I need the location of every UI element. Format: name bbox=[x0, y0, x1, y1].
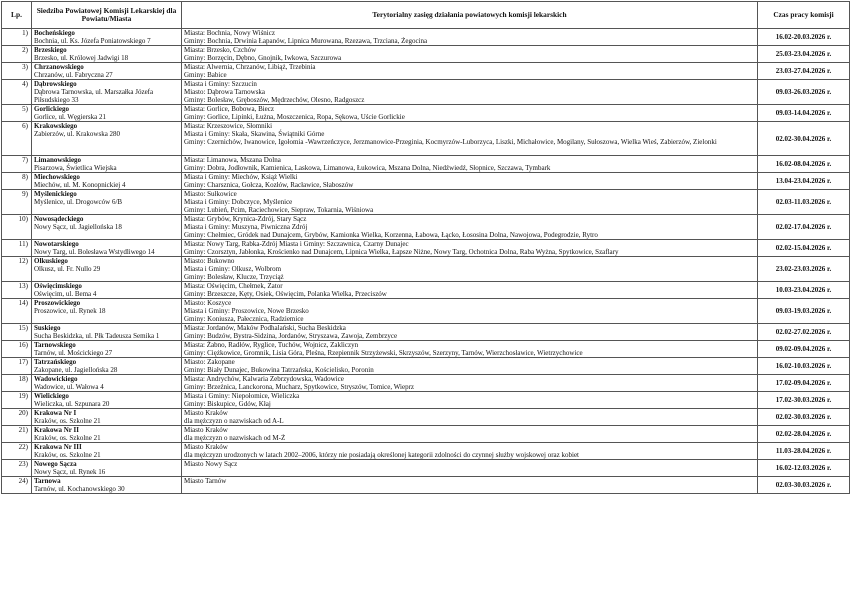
table-row bbox=[2, 282, 850, 299]
row-number: 20) bbox=[2, 409, 32, 426]
table-row bbox=[2, 190, 850, 215]
range-line: Gminy: Charsznica, Gołcza, Kozłów, Racławice, Słaboszów bbox=[184, 181, 354, 189]
commission-name: Limanowskiego bbox=[34, 156, 82, 164]
range-cell bbox=[182, 80, 758, 105]
seat-cell bbox=[32, 341, 182, 358]
work-period: 17.02-30.03.2026 r. bbox=[758, 392, 850, 409]
range-line: Miasta: Limanowa, Mszana Dolna bbox=[184, 156, 281, 164]
commission-name: Nowosądeckiego bbox=[34, 215, 84, 223]
row-number: 16) bbox=[2, 341, 32, 358]
seat-cell bbox=[32, 426, 182, 443]
seat-cell bbox=[32, 215, 182, 240]
work-period: 02.03-30.03.2026 r. bbox=[758, 477, 850, 494]
row-number: 18) bbox=[2, 375, 32, 392]
table-row bbox=[2, 341, 850, 358]
table-row bbox=[2, 173, 850, 190]
table-row bbox=[2, 460, 850, 477]
row-number: 7) bbox=[2, 156, 32, 173]
range-line: Miasto Nowy Sącz bbox=[184, 460, 238, 468]
range-line: Miasta: Gorlice, Bobowa, Biecz bbox=[184, 105, 275, 113]
commission-name: Gorlickiego bbox=[34, 105, 69, 113]
row-number: 4) bbox=[2, 80, 32, 105]
range-cell bbox=[182, 409, 758, 426]
range-line: Miasta: Brzesko, Czchów bbox=[184, 46, 257, 54]
range-line: Miasta i Gminy: Skała, Skawina, Świątniki Górne bbox=[184, 130, 325, 138]
range-line: Gminy: Budzów, Bystra-Sidzina, Jordanów, Stryszawa, Zawoja, Zembrzyce bbox=[184, 332, 398, 340]
range-line: Gminy: Biskupice, Gdów, Kłaj bbox=[184, 400, 271, 408]
range-line: Gminy: Borzęcin, Dębno, Gnojnik, Iwkowa, Szczurowa bbox=[184, 54, 342, 62]
range-cell bbox=[182, 156, 758, 173]
range-line: Miasto: Zakopane bbox=[184, 358, 235, 366]
commission-address: Dąbrowa Tarnowska, ul. Marszałka Józefa Piłsudskiego 33 bbox=[34, 88, 154, 104]
range-line: Miasto Tarnów bbox=[184, 477, 227, 485]
commission-name: Krakowa Nr II bbox=[34, 426, 79, 434]
range-line: Gminy: Babice bbox=[184, 71, 227, 79]
table-row bbox=[2, 29, 850, 46]
commission-address: Miechów, ul. M. Konopnickiej 4 bbox=[34, 181, 126, 189]
range-line: Miasta: Grybów, Krynica-Zdrój, Stary Sącz bbox=[184, 215, 307, 223]
row-number: 3) bbox=[2, 63, 32, 80]
row-number: 5) bbox=[2, 105, 32, 122]
seat-cell bbox=[32, 299, 182, 324]
commission-address: Bochnia, ul. Ks. Józefa Poniatowskiego 7 bbox=[34, 37, 151, 45]
range-line: Miasto Kraków bbox=[184, 443, 228, 451]
range-cell bbox=[182, 46, 758, 63]
range-line: Miasta i Gminy: Dobczyce, Myślenice bbox=[184, 198, 293, 206]
range-cell bbox=[182, 240, 758, 257]
seat-cell bbox=[32, 190, 182, 215]
seat-cell bbox=[32, 29, 182, 46]
commission-name: Chrzanowskiego bbox=[34, 63, 84, 71]
work-period: 09.03-14.04.2026 r. bbox=[758, 105, 850, 122]
range-cell bbox=[182, 358, 758, 375]
seat-cell bbox=[32, 122, 182, 156]
table-row bbox=[2, 477, 850, 494]
commission-address: Tarnów, ul. Kochanowskiego 30 bbox=[34, 485, 125, 493]
range-cell bbox=[182, 324, 758, 341]
row-number: 10) bbox=[2, 215, 32, 240]
work-period: 10.03-23.04.2026 r. bbox=[758, 282, 850, 299]
commission-name: Tarnowa bbox=[34, 477, 61, 485]
seat-cell bbox=[32, 460, 182, 477]
range-line: Miasta i Gminy: Proszowice, Nowe Brzesko bbox=[184, 307, 309, 315]
commission-name: Dąbrowskiego bbox=[34, 80, 77, 88]
range-line: Gminy: Bolesław, Gręboszów, Mędrzechów, Olesno, Radgoszcz bbox=[184, 96, 365, 104]
row-number: 14) bbox=[2, 299, 32, 324]
commission-name: Suskiego bbox=[34, 324, 61, 332]
seat-cell bbox=[32, 46, 182, 63]
work-period: 02.02-17.04.2026 r. bbox=[758, 215, 850, 240]
range-line: Miasta: Oświęcim, Chełmek, Zator bbox=[184, 282, 283, 290]
table-row bbox=[2, 358, 850, 375]
seat-cell bbox=[32, 358, 182, 375]
range-line: Gminy: Biały Dunajec, Bukowina Tatrzańska, Kościelisko, Poronin bbox=[184, 366, 374, 374]
commission-name: Krakowskiego bbox=[34, 122, 78, 130]
seat-cell bbox=[32, 443, 182, 460]
commission-address: Zakopane, ul. Jagiellońska 28 bbox=[34, 366, 118, 374]
range-cell bbox=[182, 173, 758, 190]
range-cell bbox=[182, 105, 758, 122]
commission-address: Nowy Sącz, ul. Rynek 16 bbox=[34, 468, 106, 476]
range-line: Gminy: Lubień, Pcim, Raciechowice, Siepraw, Tokarnia, Wiśniowa bbox=[184, 206, 374, 214]
commission-name: Nowego Sącza bbox=[34, 460, 77, 468]
row-number: 22) bbox=[2, 443, 32, 460]
commission-address: Kraków, os. Szkolne 21 bbox=[34, 451, 101, 459]
row-number: 2) bbox=[2, 46, 32, 63]
commission-address: Sucha Beskidzka, ul. Płk Tadeusza Semika 1 bbox=[34, 332, 160, 340]
row-number: 1) bbox=[2, 29, 32, 46]
range-line: Miasto Kraków bbox=[184, 409, 228, 417]
table-row bbox=[2, 215, 850, 240]
table-row bbox=[2, 156, 850, 173]
table-row bbox=[2, 240, 850, 257]
table-row bbox=[2, 375, 850, 392]
range-line: Miasto Kraków bbox=[184, 426, 228, 434]
work-period: 16.02-12.03.2026 r. bbox=[758, 460, 850, 477]
header-lp: Lp. bbox=[2, 2, 32, 29]
commission-name: Proszowickiego bbox=[34, 299, 81, 307]
commission-address: Brzesko, ul. Królowej Jadwigi 18 bbox=[34, 54, 129, 62]
row-number: 11) bbox=[2, 240, 32, 257]
range-cell bbox=[182, 122, 758, 156]
work-period: 23.03-27.04.2026 r. bbox=[758, 63, 850, 80]
commission-name: Wielickiego bbox=[34, 392, 69, 400]
range-line: Miasta: Andrychów, Kalwaria Zebrzydowska, Wadowice bbox=[184, 375, 344, 383]
range-cell bbox=[182, 282, 758, 299]
range-line: Miasta i Gminy: Szczucin bbox=[184, 80, 257, 88]
range-line: Gminy: Koniusza, Pałecznica, Radziemice bbox=[184, 315, 304, 323]
commission-name: Brzeskiego bbox=[34, 46, 67, 54]
range-line: Miasto: Sułkowice bbox=[184, 190, 237, 198]
range-line: Gminy: Bolesław, Klucze, Trzyciąż bbox=[184, 273, 284, 281]
row-number: 17) bbox=[2, 358, 32, 375]
range-line: Gminy: Bochnia, Drwinia Łapanów, Lipnica Murowana, Rzezawa, Trzciana, Żegocina bbox=[184, 37, 428, 45]
work-period: 02.02-15.04.2026 r. bbox=[758, 240, 850, 257]
work-period: 17.02-09.04.2026 r. bbox=[758, 375, 850, 392]
range-line: Miasta i Gminy: Miechów, Książ Wielki bbox=[184, 173, 298, 181]
range-line: Miasta: Żabno, Radłów, Ryglice, Tuchów, Wojnicz, Zakliczyn bbox=[184, 341, 359, 349]
row-number: 13) bbox=[2, 282, 32, 299]
work-period: 02.02-30.04.2026 r. bbox=[758, 122, 850, 156]
range-line: dla mężczyzn o nazwiskach od M-Ż bbox=[184, 434, 286, 442]
range-line: Miasto: Dąbrowa Tarnowska bbox=[184, 88, 266, 96]
commission-name: Tarnowskiego bbox=[34, 341, 76, 349]
row-number: 24) bbox=[2, 477, 32, 494]
work-period: 11.03-28.04.2026 r. bbox=[758, 443, 850, 460]
range-line: Gminy: Czernichów, Iwanowice, Igołomia -Wawrzeńczyce, Jerzmanowice-Przeginia, Kocmyrzów-Luborzyca, Liszki, Michałowice, Mogilany, Sułoszowa, Wielka Wieś, Zabierzów, Zielonki bbox=[184, 138, 717, 146]
header-seat: Siedziba Powiatowej Komisji Lekarskiej dla Powiatu/Miasta bbox=[32, 2, 182, 29]
table-row bbox=[2, 80, 850, 105]
commission-address: Chrzanów, ul. Fabryczna 27 bbox=[34, 71, 113, 79]
seat-cell bbox=[32, 477, 182, 494]
commission-address: Wieliczka, ul. Szpunara 20 bbox=[34, 400, 110, 408]
commission-address: Nowy Targ, ul. Bolesława Wstydliwego 14 bbox=[34, 248, 155, 256]
range-line: dla mężczyzn urodzonych w latach 2002–2006, którzy nie posiadają określonej kategorii zdolności do czynnej służby wojskowej oraz kobiet bbox=[184, 451, 579, 459]
seat-cell bbox=[32, 173, 182, 190]
range-cell bbox=[182, 299, 758, 324]
table-body bbox=[2, 29, 850, 494]
commission-address: Kraków, os. Szkolne 21 bbox=[34, 434, 101, 442]
work-period: 02.02-30.03.2026 r. bbox=[758, 409, 850, 426]
commission-address: Proszowice, ul. Rynek 18 bbox=[34, 307, 106, 315]
seat-cell bbox=[32, 156, 182, 173]
range-line: Miasta: Alwernia, Chrzanów, Libiąż, Trzebinia bbox=[184, 63, 316, 71]
seat-cell bbox=[32, 80, 182, 105]
work-period: 16.02-20.03.2026 r. bbox=[758, 29, 850, 46]
work-period: 02.03-11.03.2026 r. bbox=[758, 190, 850, 215]
range-line: Miasta: Nowy Targ, Rabka-Zdrój Miasta i Gminy: Szczawnica, Czarny Dunajec bbox=[184, 240, 409, 248]
row-number: 8) bbox=[2, 173, 32, 190]
table-row bbox=[2, 257, 850, 282]
header-time: Czas pracy komisji bbox=[758, 2, 850, 29]
work-period: 23.02-23.03.2026 r. bbox=[758, 257, 850, 282]
work-period: 16.02-10.03.2026 r. bbox=[758, 358, 850, 375]
range-line: Miasto: Bukowno bbox=[184, 257, 235, 265]
work-period: 09.03-19.03.2026 r. bbox=[758, 299, 850, 324]
range-line: Miasta: Jordanów, Maków Podhalański, Sucha Beskidzka bbox=[184, 324, 346, 332]
range-line: Gminy: Brzeszcze, Kęty, Osiek, Oświęcim, Polanka Wielka, Przeciszów bbox=[184, 290, 387, 298]
table-row bbox=[2, 46, 850, 63]
range-line: Gminy: Chełmiec, Gródek nad Dunajcem, Grybów, Kamionka Wielka, Korzenna, Łabowa, Łącko, Łososina Dolna, Nawojowa, Podegrodzie, Rytro bbox=[184, 231, 598, 239]
header-range: Terytorialny zasięg działania powiatowych komisji lekarskich bbox=[182, 2, 758, 29]
work-period: 02.02-27.02.2026 r. bbox=[758, 324, 850, 341]
table-header-row bbox=[2, 2, 850, 29]
range-line: Gminy: Gorlice, Lipinki, Łużna, Moszczenica, Ropa, Sękowa, Uście Gorlickie bbox=[184, 113, 405, 121]
commission-address: Myślenice, ul. Drogowców 6/B bbox=[34, 198, 123, 206]
commission-name: Myślenickiego bbox=[34, 190, 77, 198]
seat-cell bbox=[32, 324, 182, 341]
row-number: 15) bbox=[2, 324, 32, 341]
row-number: 21) bbox=[2, 426, 32, 443]
work-period: 13.04-23.04.2026 r. bbox=[758, 173, 850, 190]
range-cell bbox=[182, 29, 758, 46]
table-row bbox=[2, 392, 850, 409]
range-cell bbox=[182, 426, 758, 443]
range-cell bbox=[182, 341, 758, 358]
range-cell bbox=[182, 443, 758, 460]
range-line: Miasta i Gminy: Olkusz, Wolbrom bbox=[184, 265, 282, 273]
commission-table bbox=[1, 1, 850, 494]
range-line: dla mężczyzn o nazwiskach od A-L bbox=[184, 417, 284, 425]
range-line: Miasta: Krzeszowice, Słomniki bbox=[184, 122, 273, 130]
work-period: 02.02-28.04.2026 r. bbox=[758, 426, 850, 443]
range-cell bbox=[182, 392, 758, 409]
table-row bbox=[2, 63, 850, 80]
range-cell bbox=[182, 477, 758, 494]
seat-cell bbox=[32, 257, 182, 282]
range-cell bbox=[182, 460, 758, 477]
commission-address: Oświęcim, ul. Bema 4 bbox=[34, 290, 97, 298]
range-line: Gminy: Ciężkowice, Gromnik, Lisia Góra, Pleśna, Rzepiennik Strzyżewski, Skrzyszów, Szerzyny, Tarnów, Wierzchosławice, Wietrzychowice bbox=[184, 349, 583, 357]
commission-address: Nowy Sącz, ul. Jagiellońska 18 bbox=[34, 223, 122, 231]
table-row bbox=[2, 122, 850, 156]
table-row bbox=[2, 324, 850, 341]
commission-name: Olkuskiego bbox=[34, 257, 68, 265]
seat-cell bbox=[32, 282, 182, 299]
range-line: Miasta i Gminy: Muszyna, Piwniczna Zdrój bbox=[184, 223, 308, 231]
commission-name: Krakowa Nr III bbox=[34, 443, 82, 451]
range-cell bbox=[182, 375, 758, 392]
row-number: 19) bbox=[2, 392, 32, 409]
range-cell bbox=[182, 63, 758, 80]
table-row bbox=[2, 443, 850, 460]
row-number: 9) bbox=[2, 190, 32, 215]
commission-name: Oświęcimskiego bbox=[34, 282, 82, 290]
row-number: 23) bbox=[2, 460, 32, 477]
range-line: Miasto: Koszyce bbox=[184, 299, 232, 307]
commission-name: Nowotarskiego bbox=[34, 240, 79, 248]
commission-name: Miechowskiego bbox=[34, 173, 80, 181]
seat-cell bbox=[32, 240, 182, 257]
commission-address: Zabierzów, ul. Krakowska 280 bbox=[34, 130, 121, 138]
commission-name: Wadowickiego bbox=[34, 375, 78, 383]
range-cell bbox=[182, 257, 758, 282]
seat-cell bbox=[32, 105, 182, 122]
seat-cell bbox=[32, 63, 182, 80]
range-line: Gminy: Czorsztyn, Jabłonka, Krościenko nad Dunajcem, Lipnica Wielka, Łapsze Niżne, Nowy Targ, Ochotnica Dolna, Raba Wyżna, Spytkowice, Szaflary bbox=[184, 248, 619, 256]
range-cell bbox=[182, 190, 758, 215]
table-row bbox=[2, 409, 850, 426]
commission-address: Olkusz, ul. Fr. Nullo 29 bbox=[34, 265, 101, 273]
seat-cell bbox=[32, 375, 182, 392]
row-number: 6) bbox=[2, 122, 32, 156]
commission-address: Pisarzowa, Świetlica Wiejska bbox=[34, 164, 117, 172]
table-row bbox=[2, 105, 850, 122]
commission-address: Wadowice, ul. Wałowa 4 bbox=[34, 383, 104, 391]
range-cell bbox=[182, 215, 758, 240]
commission-address: Kraków, os. Szkolne 21 bbox=[34, 417, 101, 425]
range-line: Miasta i Gminy: Niepołomice, Wieliczka bbox=[184, 392, 300, 400]
table-row bbox=[2, 426, 850, 443]
commission-name: Krakowa Nr I bbox=[34, 409, 77, 417]
row-number: 12) bbox=[2, 257, 32, 282]
commission-name: Bocheńskiego bbox=[34, 29, 75, 37]
work-period: 25.03-23.04.2026 r. bbox=[758, 46, 850, 63]
work-period: 09.03-26.03.2026 r. bbox=[758, 80, 850, 105]
commission-name: Tatrzańskiego bbox=[34, 358, 77, 366]
seat-cell bbox=[32, 392, 182, 409]
table-row bbox=[2, 299, 850, 324]
commission-address: Gorlice, ul. Węgierska 21 bbox=[34, 113, 106, 121]
work-period: 16.02-08.04.2026 r. bbox=[758, 156, 850, 173]
range-line: Gminy: Brzeźnica, Lanckorona, Mucharz, Spytkowice, Stryszów, Tomice, Wieprz bbox=[184, 383, 415, 391]
range-line: Gminy: Dobra, Jodłownik, Kamienica, Laskowa, Limanowa, Łukowica, Mszana Dolna, Niedźwiedź, Słopnice, Szczawa, Tymbark bbox=[184, 164, 551, 172]
commission-address: Tarnów, ul. Mościckiego 27 bbox=[34, 349, 113, 357]
range-line: Miasta: Bochnia, Nowy Wiśnicz bbox=[184, 29, 275, 37]
work-period: 09.02-09.04.2026 r. bbox=[758, 341, 850, 358]
seat-cell bbox=[32, 409, 182, 426]
